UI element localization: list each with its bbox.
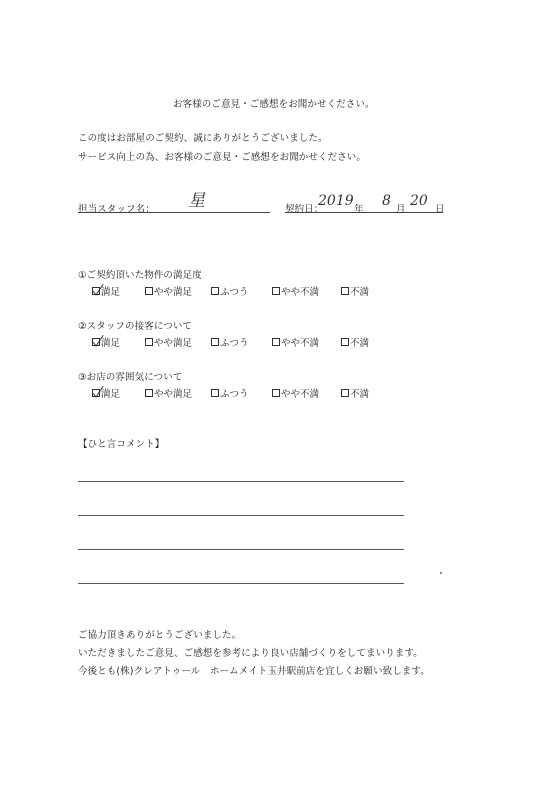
check-mark-icon [92,385,104,399]
option-2-1[interactable] [92,335,120,349]
checkbox[interactable] [92,389,100,397]
contract-month-handwritten: 8 [382,193,391,209]
option-1-4[interactable] [272,284,319,298]
option-3-5[interactable] [341,386,369,400]
comment-line [78,481,404,482]
contract-month-unit: 月 [396,204,406,215]
option-2-2[interactable] [145,335,192,349]
option-2-5[interactable] [341,335,369,349]
option-3-4[interactable] [272,386,319,400]
checkbox[interactable] [341,389,349,397]
option-3-2[interactable] [145,386,192,400]
option-2-4[interactable] [272,335,319,349]
checkbox[interactable] [211,287,219,295]
staff-underline [78,212,270,213]
contract-year-unit: 年 [354,204,364,215]
option-2-3[interactable] [211,335,249,349]
option-label: ふつう [220,389,249,400]
option-1-3[interactable] [211,284,249,298]
option-3-3[interactable] [211,386,249,400]
comment-label: 【ひと言コメント】 [78,439,165,450]
checkbox[interactable] [145,287,153,295]
option-label: 満足 [101,287,121,298]
checkbox[interactable] [145,389,153,397]
option-label: やや満足 [154,389,193,400]
option-1-1[interactable] [92,284,120,298]
checkbox[interactable] [341,287,349,295]
option-label: やや満足 [154,338,193,349]
option-label: 不満 [350,389,370,400]
intro-line-2: サービス向上の為、お客様のご意見・ご感想をお聞かせください。 [78,152,367,163]
footer-line-1: ご協力頂きありがとうございました。 [78,630,242,641]
check-mark-icon [92,334,104,348]
checkbox[interactable] [211,389,219,397]
option-3-1[interactable] [92,386,120,400]
checkbox[interactable] [272,287,280,295]
option-label: やや不満 [281,287,320,298]
comment-line [78,515,404,516]
contract-day-unit: 日 [435,204,445,215]
checkbox[interactable] [341,338,349,346]
checkbox[interactable] [92,287,100,295]
check-mark-icon [92,283,104,297]
option-label: やや不満 [281,338,320,349]
option-1-2[interactable] [145,284,192,298]
option-label: 不満 [350,287,370,298]
scan-speck [440,572,442,574]
checkbox[interactable] [272,389,280,397]
option-label: やや満足 [154,287,193,298]
checkbox[interactable] [145,338,153,346]
contract-date-label: 契約日： [285,204,324,215]
contract-date-underline [285,212,443,213]
question-label: ③お店の雰囲気について [78,372,183,383]
checkbox[interactable] [272,338,280,346]
question-label: ②スタッフの接客について [78,321,193,332]
checkbox[interactable] [211,338,219,346]
question-label: ①ご契約頂いた物件の満足度 [78,270,202,281]
survey-title: お客様のご意見・ご感想をお聞かせください。 [173,99,375,110]
staff-name-handwritten: 星 [188,191,205,211]
option-1-5[interactable] [341,284,369,298]
checkbox[interactable] [92,338,100,346]
footer-line-3: 今後とも(株)クレアトゥール ホームメイト玉井駅前店を宜しくお願い致します。 [78,666,430,677]
comment-line [78,583,404,584]
option-label: やや不満 [281,389,320,400]
comment-line [78,549,404,550]
option-label: 満足 [101,338,121,349]
intro-line-1: この度はお部屋のご契約、誠にありがとうございました。 [78,133,328,144]
option-label: ふつう [220,287,249,298]
staff-label: 担当スタッフ名： [78,204,155,215]
option-label: 満足 [101,389,121,400]
footer-line-2: いただきましたご意見、ご感想を参考により良い店舗づくりをしてまいります。 [78,648,423,659]
contract-day-handwritten: 20 [410,193,428,209]
contract-year-handwritten: 2019 [318,193,354,209]
option-label: 不満 [350,338,370,349]
option-label: ふつう [220,338,249,349]
